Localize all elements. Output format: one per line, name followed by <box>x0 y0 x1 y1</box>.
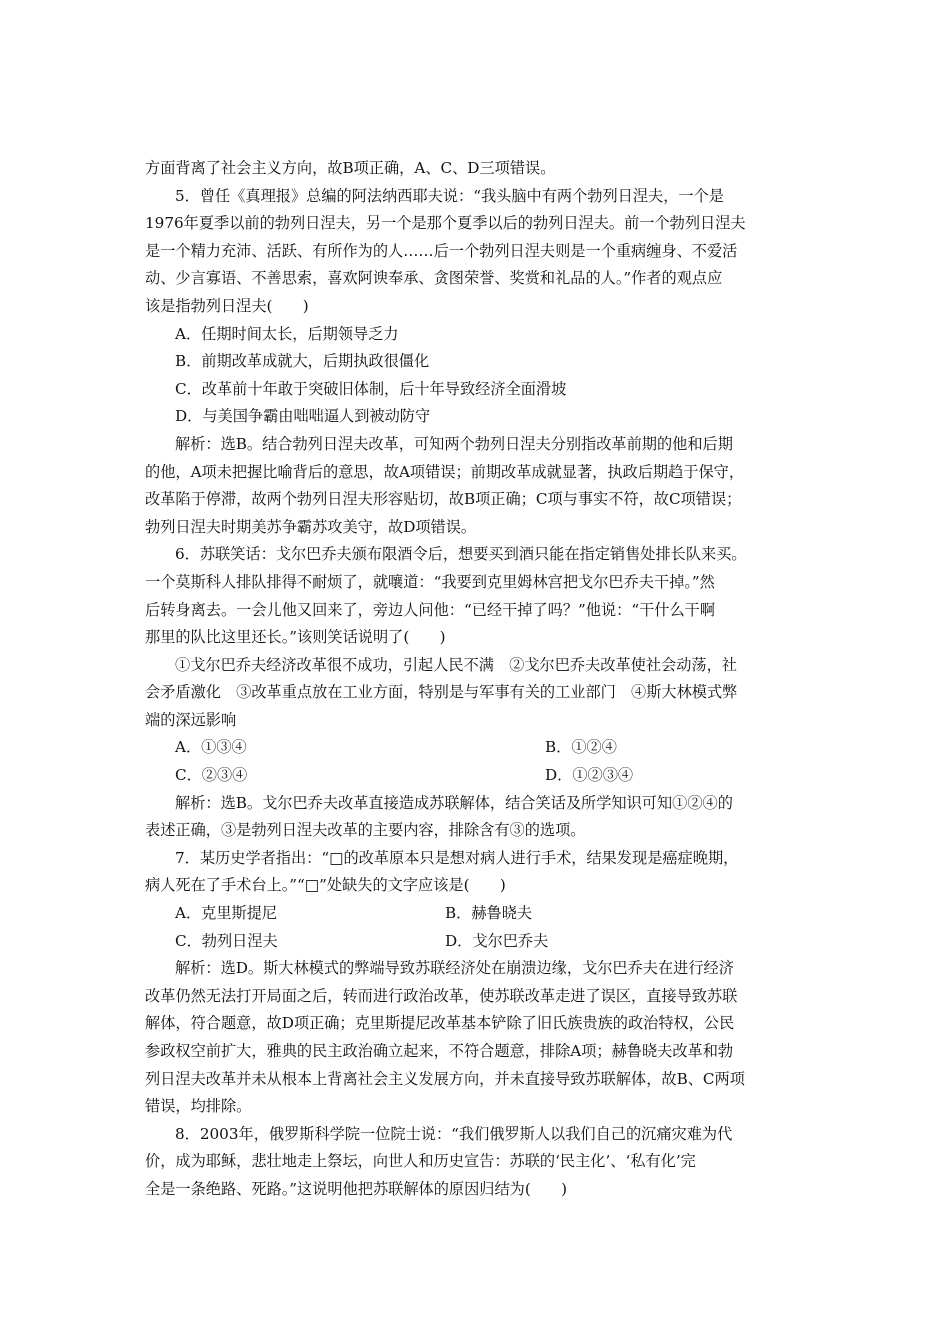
analysis-line: 表述正确，③是勃列日涅夫改革的主要内容，排除含有③的选项。 <box>145 821 586 840</box>
question-5-line: 1976年夏季以前的勃列日涅夫，另一个是那个夏季以后的勃列日涅夫。前一个勃列日涅夫 <box>145 214 746 233</box>
question-8-stem <box>145 1121 811 1204</box>
question-7-option-b: B．赫鲁晓夫 <box>445 904 533 923</box>
question-6-options-row-1 <box>145 734 811 762</box>
question-6-statements <box>145 652 811 735</box>
analysis-line: 改革仍然无法打开局面之后，转而进行政治改革，使苏联改革走进了误区，直接导致苏联 <box>145 986 738 1005</box>
question-5-line: 该是指勃列日涅夫( ) <box>145 296 309 315</box>
statement-line: ①戈尔巴乔夫经济改革很不成功，引起人民不满 ②戈尔巴乔夫改革使社会动荡，社 <box>175 655 737 674</box>
question-6 <box>145 541 811 845</box>
question-7-line: 病人死在了手术台上。”“□”处缺失的文字应该是( ) <box>145 876 506 895</box>
question-7-options-row-2 <box>145 928 811 956</box>
question-6-analysis <box>145 790 811 845</box>
question-6-line: 6．苏联笑话：戈尔巴乔夫颁布限酒令后，想要买到酒只能在指定销售处排长队来买。 <box>175 545 747 564</box>
question-7 <box>145 845 811 1121</box>
question-7-stem <box>145 845 811 900</box>
question-5-option-d: D．与美国争霸由咄咄逼人到被动防守 <box>175 407 431 426</box>
question-5-analysis <box>145 431 811 541</box>
analysis-line: 列日涅夫改革并未从根本上背离社会主义发展方向，并未直接导致苏联解体，故B、C两项 <box>145 1069 745 1088</box>
analysis-line: 解析：选B。结合勃列日涅夫改革，可知两个勃列日涅夫分别指改革前期的他和后期 <box>175 434 733 453</box>
analysis-line: 解析：选B。戈尔巴乔夫改革直接造成苏联解体，结合笑话及所学知识可知①②④的 <box>175 793 733 812</box>
analysis-line: 参政权空前扩大，雅典的民主政治确立起来，不符合题意，排除A项；赫鲁晓夫改革和勃 <box>145 1042 734 1060</box>
question-6-option-a: A．①③④ <box>175 738 247 757</box>
document-page <box>145 155 811 1204</box>
statement-line: 端的深远影响 <box>145 710 237 729</box>
question-8-line: 8．2003年，俄罗斯科学院一位院士说：“我们俄罗斯人以我们自己的沉痛灾难为代 <box>175 1124 733 1143</box>
question-8-line: 全是一条绝路、死路。”这说明他把苏联解体的原因归结为( ) <box>145 1179 568 1198</box>
question-5-option-a: A．任期时间太长，后期领导乏力 <box>175 324 399 343</box>
analysis-line: 解析：选D。斯大林模式的弊端导致苏联经济处在崩溃边缘，戈尔巴乔夫在进行经济 <box>175 959 734 978</box>
question-6-line: 一个莫斯科人排队排得不耐烦了，就嚷道：“我要到克里姆林宫把戈尔巴乔夫干掉。”然 <box>145 572 715 591</box>
question-5-option-c: C．改革前十年敢于突破旧体制，后十年导致经济全面滑坡 <box>175 379 567 398</box>
question-7-option-c: C．勃列日涅夫 <box>175 931 278 950</box>
analysis-line: 勃列日涅夫时期美苏争霸苏攻美守，故D项错误。 <box>145 517 477 536</box>
question-6-option-b: B．①②④ <box>545 738 617 757</box>
question-5 <box>145 183 811 542</box>
question-7-analysis <box>145 955 811 1121</box>
question-5-line: 动、少言寡语、不善思索，喜欢阿谀奉承、贪图荣誉、奖赏和礼品的人。”作者的观点应 <box>145 269 723 288</box>
analysis-line: 错误，均排除。 <box>145 1097 252 1116</box>
question-7-option-d: D．戈尔巴乔夫 <box>445 931 549 950</box>
question-5-stem <box>145 183 811 321</box>
analysis-line: 解体，符合题意，故D项正确；克里斯提尼改革基本铲除了旧氏族贵族的政治特权，公民 <box>145 1014 735 1033</box>
question-5-option-b: B．前期改革成就大，后期执政很僵化 <box>175 352 430 371</box>
question-6-options-row-2 <box>145 762 811 790</box>
question-7-option-a: A．克里斯提尼 <box>175 904 278 923</box>
analysis-line: 改革陷于停滞，故两个勃列日涅夫形容贴切，故B项正确；C项与事实不符，故C项错误； <box>145 490 742 509</box>
analysis-line: 的他，A项未把握比喻背后的意思，故A项错误；前期改革成就显著，执政后期趋于保守， <box>145 462 745 481</box>
question-6-stem <box>145 541 811 651</box>
question-6-option-d: D．①②③④ <box>545 766 634 785</box>
question-5-line: 是一个精力充沛、活跃、有所作为的人……后一个勃列日涅夫则是一个重病缠身、不爱活 <box>145 241 738 260</box>
question-7-options-row-1 <box>145 900 811 928</box>
question-6-line: 后转身离去。一会儿他又回来了，旁边人问他：“已经干掉了吗？”他说：“干什么干啊 <box>145 600 716 619</box>
intro-line: 方面背离了社会主义方向，故B项正确，A、C、D三项错误。 <box>145 159 556 177</box>
question-8 <box>145 1121 811 1204</box>
question-6-line: 那里的队比这里还长。”该则笑话说明了( ) <box>145 628 446 647</box>
question-6-option-c: C．②③④ <box>175 766 248 785</box>
question-8-line: 价，成为耶稣，悲壮地走上祭坛，向世人和历史宣告：苏联的‘民主化’、‘私有化’完 <box>145 1152 696 1171</box>
question-5-line: 5．曾任《真理报》总编的阿法纳西耶夫说：“我头脑中有两个勃列日涅夫，一个是 <box>175 186 724 205</box>
statement-line: 会矛盾激化 ③改革重点放在工业方面，特别是与军事有关的工业部门 ④斯大林模式弊 <box>145 683 738 702</box>
question-7-line: 7．某历史学者指出：“□的改革原本只是想对病人进行手术，结果发现是癌症晚期， <box>175 848 739 867</box>
